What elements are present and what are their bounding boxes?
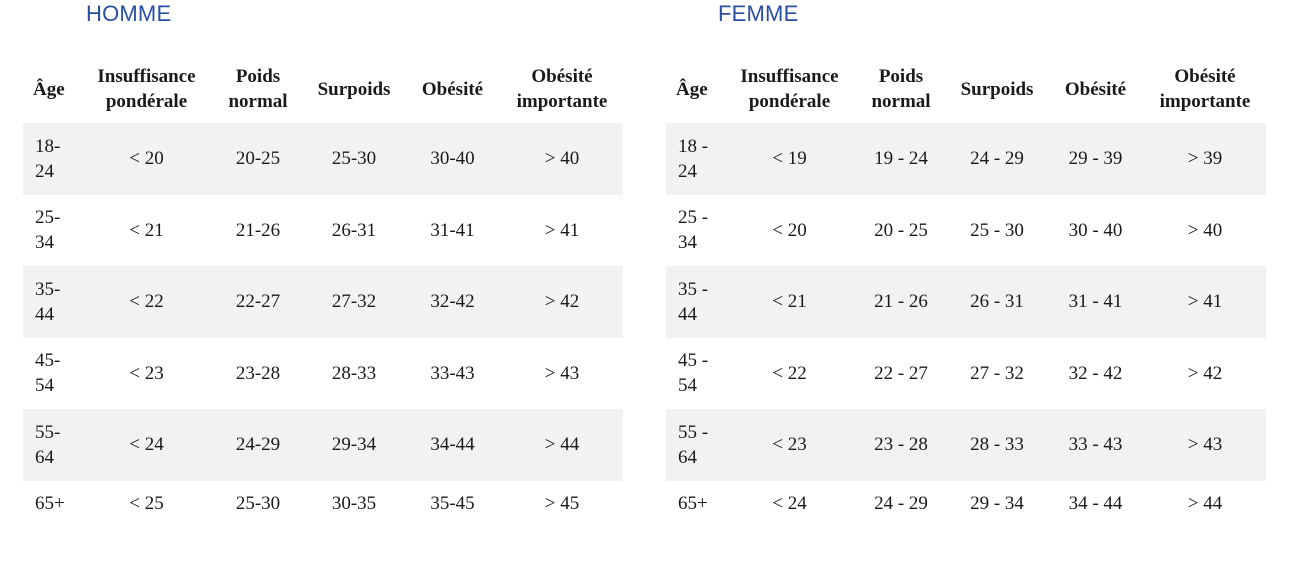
table-row xyxy=(666,195,1266,267)
surpoids-cell: 28 - 33 xyxy=(947,409,1047,481)
age-cell: 35- 44 xyxy=(23,266,81,338)
obesite-importante-cell: > 42 xyxy=(501,266,623,338)
surpoids-cell: 24 - 29 xyxy=(947,123,1047,195)
header-obesite: Obésité xyxy=(421,78,484,100)
header-surpoids: Surpoids xyxy=(960,78,1034,100)
obesite-cell: 35-45 xyxy=(430,492,475,514)
insuffisance-cell: < 22 xyxy=(81,266,212,338)
surpoids-cell: 27 - 32 xyxy=(970,362,1024,384)
obesite-cell: 33 - 43 xyxy=(1047,409,1144,481)
header-poids-normal: Poids normal xyxy=(871,66,931,112)
homme-header-row xyxy=(23,55,623,123)
insuffisance-cell: < 25 xyxy=(129,492,164,514)
surpoids-cell: 27-32 xyxy=(304,266,404,338)
table-row xyxy=(666,266,1266,338)
table-row xyxy=(23,409,623,481)
insuffisance-cell: < 20 xyxy=(81,123,212,195)
obesite-importante-cell: > 41 xyxy=(1144,266,1266,338)
poids-normal-cell: 19 - 24 xyxy=(855,123,947,195)
poids-normal-cell: 24 - 29 xyxy=(874,492,928,514)
surpoids-cell: 29 - 34 xyxy=(970,492,1024,514)
age-cell: 25- 34 xyxy=(35,207,61,254)
insuffisance-cell: < 24 xyxy=(772,492,807,514)
header-obesite-importante: Obésité importante xyxy=(1159,66,1251,112)
obesite-importante-cell: > 45 xyxy=(544,492,580,514)
obesite-cell: 30-40 xyxy=(404,123,501,195)
insuffisance-cell: < 21 xyxy=(129,219,164,241)
femme-bmi-table xyxy=(666,55,1266,537)
surpoids-cell: 26-31 xyxy=(331,219,377,241)
table-row xyxy=(666,123,1266,195)
obesite-importante-cell: > 43 xyxy=(1144,409,1266,481)
obesite-importante-cell: > 44 xyxy=(1187,492,1223,514)
table-row xyxy=(23,266,623,338)
poids-normal-cell: 20 - 25 xyxy=(874,219,928,241)
femme-title: FEMME xyxy=(718,1,799,26)
obesite-cell: 31-41 xyxy=(430,219,475,241)
poids-normal-cell: 24-29 xyxy=(212,409,304,481)
poids-normal-cell: 23 - 28 xyxy=(855,409,947,481)
obesite-importante-cell: > 43 xyxy=(544,362,580,384)
insuffisance-cell: < 24 xyxy=(81,409,212,481)
homme-bmi-table xyxy=(23,55,623,537)
age-cell: 35 - 44 xyxy=(666,266,724,338)
obesite-cell: 33-43 xyxy=(430,362,475,384)
table-row xyxy=(23,338,623,410)
header-insuffisance: Insuffisance pondérale xyxy=(740,66,839,112)
homme-title: HOMME xyxy=(86,1,172,26)
header-insuffisance: Insuffisance pondérale xyxy=(97,66,196,112)
header-age: Âge xyxy=(33,78,65,100)
insuffisance-cell: < 21 xyxy=(724,266,855,338)
surpoids-cell: 25 - 30 xyxy=(970,219,1024,241)
header-age: Âge xyxy=(676,78,708,100)
age-cell: 18- 24 xyxy=(23,123,81,195)
age-cell: 25 - 34 xyxy=(678,207,709,254)
poids-normal-cell: 20-25 xyxy=(212,123,304,195)
obesite-cell: 34 - 44 xyxy=(1068,492,1123,514)
age-cell: 45 - 54 xyxy=(678,350,709,397)
table-row xyxy=(23,123,623,195)
header-surpoids: Surpoids xyxy=(317,78,391,100)
obesite-cell: 30 - 40 xyxy=(1068,219,1123,241)
insuffisance-cell: < 20 xyxy=(772,219,807,241)
age-cell: 55 - 64 xyxy=(666,409,724,481)
obesite-cell: 34-44 xyxy=(404,409,501,481)
age-cell: 65+ xyxy=(35,492,65,514)
surpoids-cell: 26 - 31 xyxy=(947,266,1047,338)
obesite-cell: 29 - 39 xyxy=(1047,123,1144,195)
header-poids-normal: Poids normal xyxy=(228,66,288,112)
obesite-importante-cell: > 39 xyxy=(1144,123,1266,195)
insuffisance-cell: < 23 xyxy=(129,362,164,384)
obesite-cell: 32 - 42 xyxy=(1068,362,1123,384)
header-obesite-importante: Obésité importante xyxy=(516,66,608,112)
femme-header-row xyxy=(666,55,1266,123)
header-obesite: Obésité xyxy=(1064,78,1127,100)
age-cell: 65+ xyxy=(678,492,708,514)
age-cell: 55- 64 xyxy=(23,409,81,481)
insuffisance-cell: < 19 xyxy=(724,123,855,195)
table-row xyxy=(666,409,1266,481)
table-row xyxy=(23,481,623,537)
poids-normal-cell: 25-30 xyxy=(235,492,281,514)
obesite-importante-cell: > 44 xyxy=(501,409,623,481)
age-cell: 18 - 24 xyxy=(666,123,724,195)
poids-normal-cell: 21-26 xyxy=(235,219,281,241)
insuffisance-cell: < 23 xyxy=(724,409,855,481)
age-cell: 45- 54 xyxy=(35,350,61,397)
surpoids-cell: 29-34 xyxy=(304,409,404,481)
poids-normal-cell: 21 - 26 xyxy=(855,266,947,338)
obesite-cell: 32-42 xyxy=(404,266,501,338)
surpoids-cell: 28-33 xyxy=(331,362,377,384)
poids-normal-cell: 22 - 27 xyxy=(874,362,928,384)
poids-normal-cell: 23-28 xyxy=(235,362,281,384)
obesite-importante-cell: > 42 xyxy=(1187,362,1223,384)
obesite-importante-cell: > 40 xyxy=(501,123,623,195)
insuffisance-cell: < 22 xyxy=(772,362,807,384)
table-row xyxy=(666,338,1266,410)
surpoids-cell: 30-35 xyxy=(331,492,377,514)
obesite-importante-cell: > 41 xyxy=(544,219,580,241)
obesite-cell: 31 - 41 xyxy=(1047,266,1144,338)
table-row xyxy=(666,481,1266,537)
table-row xyxy=(23,195,623,267)
obesite-importante-cell: > 40 xyxy=(1187,219,1223,241)
poids-normal-cell: 22-27 xyxy=(212,266,304,338)
surpoids-cell: 25-30 xyxy=(304,123,404,195)
